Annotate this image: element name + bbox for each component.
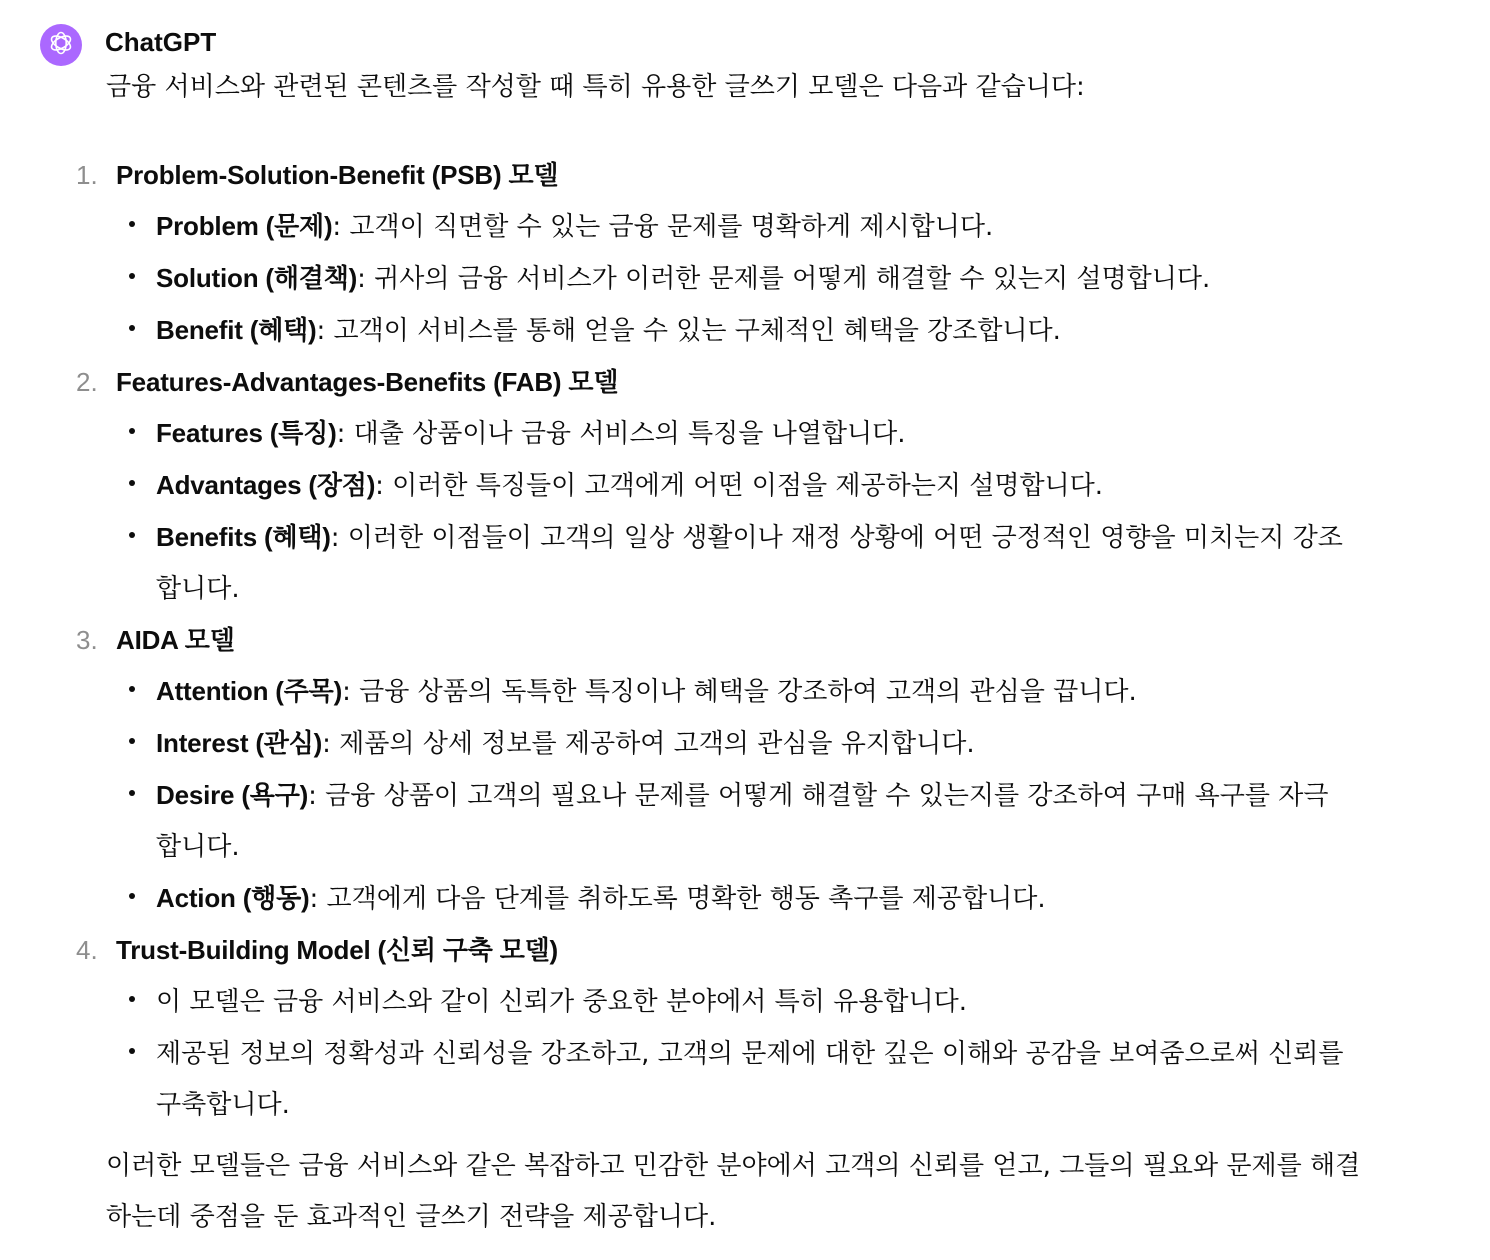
openai-logo-icon xyxy=(47,29,75,61)
point-separator: : xyxy=(336,419,346,449)
model-points xyxy=(0,408,1490,615)
bullet-icon xyxy=(129,1048,135,1054)
point-separator: : xyxy=(332,212,342,242)
list-item xyxy=(156,976,1346,1028)
list-item xyxy=(156,201,1346,253)
point-text: 고객이 직면할 수 있는 금융 문제를 명확하게 제시합니다. xyxy=(341,212,994,242)
bullet-icon xyxy=(129,893,135,899)
point-separator: : xyxy=(316,316,326,346)
list-number: 2. xyxy=(76,367,98,397)
point-term: Advantages (장점) xyxy=(156,470,376,500)
bullet-icon xyxy=(129,428,135,434)
model-points xyxy=(0,976,1490,1131)
point-term: Interest (관심) xyxy=(156,728,323,758)
point-text: 제품의 상세 정보를 제공하여 고객의 관심을 유지합니다. xyxy=(330,729,975,759)
point-text: 귀사의 금융 서비스가 이러한 문제를 어떻게 해결할 수 있는지 설명합니다. xyxy=(365,264,1211,294)
intro-paragraph: 금융 서비스와 관련된 콘텐츠를 작성할 때 특히 유용한 글쓰기 모델은 다음과 같습니다: xyxy=(106,72,1085,102)
list-item xyxy=(156,253,1346,305)
list-item xyxy=(156,1028,1346,1131)
bullet-icon xyxy=(129,480,135,486)
bullet-icon xyxy=(129,738,135,744)
point-term: Problem (문제) xyxy=(156,211,333,241)
point-term: Benefits (혜택) xyxy=(156,522,331,552)
model-title: Features-Advantages-Benefits (FAB) 모델 xyxy=(116,367,619,397)
point-separator: : xyxy=(357,264,366,294)
point-separator: : xyxy=(309,884,319,914)
point-text: 금융 상품의 독특한 특징이나 혜택을 강조하여 고객의 관심을 끕니다. xyxy=(350,677,1137,707)
list-item xyxy=(156,873,1346,925)
model-points xyxy=(0,201,1490,357)
point-text: 금융 상품이 고객의 필요나 문제를 어떻게 해결할 수 있는지를 강조하여 구매 욕구를 자극합니다. xyxy=(156,781,1329,862)
point-separator: : xyxy=(322,729,331,759)
point-text: 대출 상품이나 금융 서비스의 특징을 나열합니다. xyxy=(345,419,906,449)
point-text: 제공된 정보의 정확성과 신뢰성을 강조하고, 고객의 문제에 대한 깊은 이해와 공감을 보여줌으로써 신뢰를 구축합니다. xyxy=(156,1039,1344,1120)
point-text: 이러한 특징들이 고객에게 어떤 이점을 제공하는지 설명합니다. xyxy=(383,471,1104,501)
point-separator: : xyxy=(330,523,340,553)
point-term: Action (행동) xyxy=(156,883,310,913)
list-item xyxy=(156,305,1346,357)
list-item xyxy=(156,666,1346,718)
bullet-icon xyxy=(129,532,135,538)
model-item-trust xyxy=(0,925,1490,1131)
list-item xyxy=(156,770,1346,873)
model-title: Trust-Building Model (신뢰 구축 모델) xyxy=(116,935,559,965)
point-term: Solution (해결책) xyxy=(156,263,358,293)
point-term: Attention (주목) xyxy=(156,676,343,706)
point-term: Benefit (혜택) xyxy=(156,315,317,345)
point-separator: : xyxy=(342,677,351,707)
point-term: Desire (욕구) xyxy=(156,780,309,810)
point-separator: : xyxy=(375,471,384,501)
author-name: ChatGPT xyxy=(105,27,217,57)
point-text: 고객이 서비스를 통해 얻을 수 있는 구체적인 혜택을 강조합니다. xyxy=(325,316,1061,346)
list-item xyxy=(156,460,1346,512)
list-item xyxy=(156,512,1346,615)
model-item-aida xyxy=(0,615,1490,925)
list-number: 1. xyxy=(76,160,98,190)
bullet-icon xyxy=(129,325,135,331)
point-separator: : xyxy=(308,781,317,811)
list-item xyxy=(156,408,1346,460)
model-points xyxy=(0,666,1490,925)
bullet-icon xyxy=(129,273,135,279)
model-list xyxy=(0,150,1490,1131)
point-text: 이러한 이점들이 고객의 일상 생활이나 재정 상황에 어떤 긍정적인 영향을 미치는지 강조합니다. xyxy=(156,523,1343,604)
bullet-icon xyxy=(129,686,135,692)
model-item-psb xyxy=(0,150,1490,357)
list-item xyxy=(156,718,1346,770)
model-item-fab xyxy=(0,357,1490,615)
bullet-icon xyxy=(129,221,135,227)
point-text: 이 모델은 금융 서비스와 같이 신뢰가 중요한 분야에서 특히 유용합니다. xyxy=(156,987,968,1017)
point-term: Features (특징) xyxy=(156,418,337,448)
avatar xyxy=(40,24,82,66)
list-number: 3. xyxy=(76,625,98,655)
list-number: 4. xyxy=(76,935,98,965)
point-text: 고객에게 다음 단계를 취하도록 명확한 행동 촉구를 제공합니다. xyxy=(318,884,1046,914)
model-title: Problem-Solution-Benefit (PSB) 모델 xyxy=(116,160,559,190)
bullet-icon xyxy=(129,996,135,1002)
outro-paragraph: 이러한 모델들은 금융 서비스와 같은 복잡하고 민감한 분야에서 고객의 신뢰를 얻고, 그들의 필요와 문제를 해결하는데 중점을 둔 효과적인 글쓰기 전략을 제공합니다. xyxy=(106,1151,1361,1232)
bullet-icon xyxy=(129,790,135,796)
model-title: AIDA 모델 xyxy=(116,625,235,655)
